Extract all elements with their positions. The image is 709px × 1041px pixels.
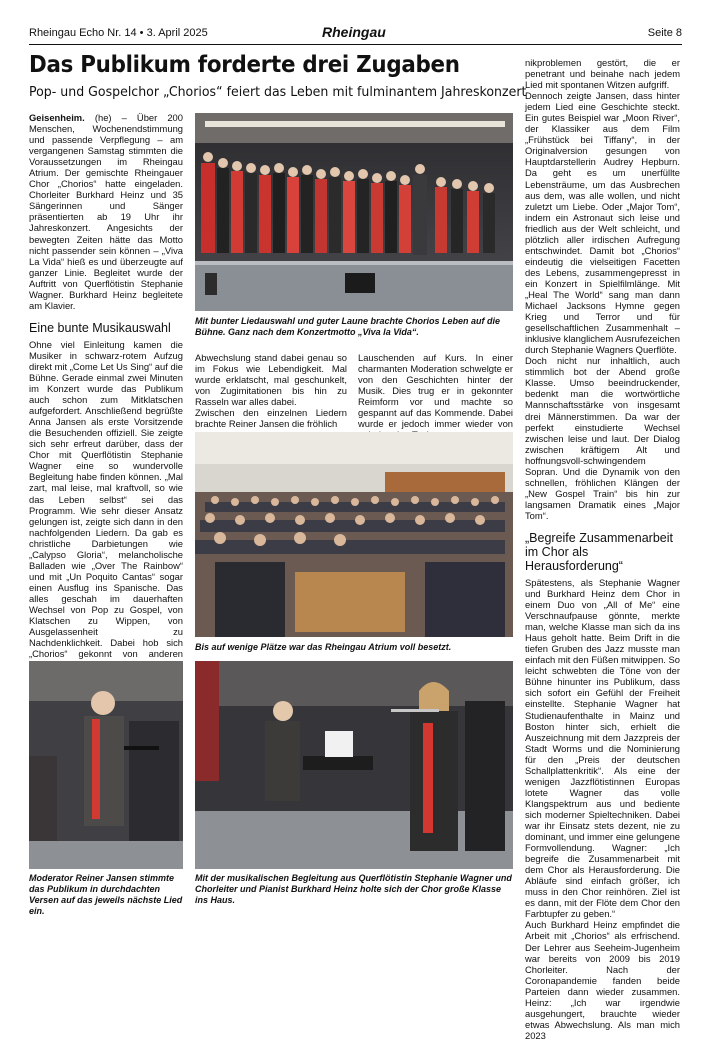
intro-paragraph: (he) – Über 200 Menschen, Wochenendstimmung und passende Verpflegung – am vergangenen Samstag stimmten die Voraussetzungen im Rheingau Atrium. Der gemischte Rheingauer Chor „Chorios“ hatte eingeladen. Chorleiter Burkhard Heinz und 35 Sängerinnen und Sänger präsentierten ab 19 Uhr ihr Jahreskonzert. Angesichts der bewegten Zeiten hätte das Motto nicht passender sein können – „Viva La Vida“ hieß es und überzeugte auf ganzer Linie. Begleitet wurde der Auftritt von Querflötistin Stephanie Wagner. Burkhard Heinz begleitete am Klavier. [29, 112, 183, 311]
photo-audience [195, 432, 513, 637]
text-column-2 [195, 352, 347, 430]
body-paragraph: Lauschenden auf Kurs. In einer charmanten Moderation schwelgte er von den Geschichten hinter der Musik. Dies trug er in gekonnter Reimform vor und machte so gespannt auf das Kommende. Dabei wurde er jedoch immer wieder von [358, 352, 513, 430]
header-rule [29, 44, 682, 45]
photo-moderator [29, 661, 183, 869]
section-heading-zusammenarbeit: „Begreife Zusammenarbeit im Chor als Herausforderung“ [525, 530, 673, 573]
issue-info: Rheingau Echo Nr. 14 • 3. April 2025 [29, 27, 208, 39]
caption-photo-4: Mit der musikalischen Begleitung aus Querflötistin Stephanie Wagner und Chorleiter und Pianist Burkhard Heinz holte sich der Chor große Klasse ins Haus. [195, 873, 512, 905]
body-paragraph: Auch Burkhard Heinz empfindet die Arbeit mit „Chorios“ als erfrischend. Der Lehrer aus Seeheim-Jugenheim war bereits von 2009 bis 2019 Chorleiter. Nach der Coronapandemie fanden beide Parteien dann wieder zusammen. Heinz: „Ich war irgendwie ausgehungert, brauchte wieder etwas Abwechslung. Als man mich 2023 [525, 919, 680, 1041]
body-paragraph: Abwechslung stand dabei genau so im Fokus wie Lebendigkeit. Mal wurde erklatscht, mal geschunkelt, von Zugimitationen bis hin zu Rasseln war alles dabei. [195, 352, 347, 408]
text-column-1 [29, 112, 183, 660]
caption-photo-3: Moderator Reiner Jansen stimmte das Publikum in durchdachten Versen auf das jeweils nächste Lied ein. [29, 873, 183, 916]
body-paragraph: Spätestens, als Stephanie Wagner und Burkhard Heinz dem Chor in einem Duo von „All of Me“ eine Verschnaufpause gönnte, merkte man, welche Klasse man sich da ins Haus geholt hatte. Beim Drift in die tiefen Gruben des Jazz musste man einfach mit den Füßen mitwippen. So leicht schwebten die Töne von der Bühne hinunter ins Publikum, dass sich sofort ein Gefühl der Freiheit einstellte. Stephanie Wagner hat Studienaufenthalte in Mainz und Boston hinter sich, erhielt die Auszeichnung mit dem Jazzpreis der Stadt Worms und die Nominierung für den „Preis der deutschen Schallplattenkritik“. Als eine der wenigen Jazzflötistinnen Europas lotete Wagner das volle Klangspektrum aus und bediente sich moderner Spieltechniken. Dabei war ihr Einsatz stets dezent, nie zu dominant, und immer eine gelungene Formvollendung. Wagner: „Ich begreife die Zusammenarbeit mit dem Chor als Herausforderung. Die Abläufe sind einfach größer, ich muss in den Chor reinhören. Ziel ist es dann, mit der Flöte dem Chor den Farbtupfer zu geben.“ [525, 576, 680, 920]
photo-choir-stage [195, 113, 513, 311]
section-name: Rheingau [322, 24, 386, 40]
body-paragraph: Doch nicht nur inhaltlich, auch stimmlich bot der Abend große Klasse. Umso beeindruckender, bedenkt man die wortwörtliche Mannschaftsstärke von insgesamt drei Männerstimmen. Da war der perfekt einstudierte Wechsel zwischen leise und laut. Der Dialog zwischen kräftigem Alt und hoffnungsvoll-schwingendem Sopran. Und die Dynamik von den schnellen, fröhlichen Klängen der „New Gospel Train“ bis hin zur langsamen Dramatik eines „Major Tom“. [525, 355, 680, 521]
text-column-4 [525, 57, 680, 1041]
page-number: Seite 8 [647, 27, 682, 39]
section-heading-musikauswahl: Eine bunte Musikauswahl [29, 320, 171, 335]
article-headline: Das Publikum forderte drei Zugaben [29, 52, 460, 78]
caption-photo-2: Bis auf wenige Plätze war das Rheingau Atrium voll besetzt. [195, 642, 452, 652]
dateline: Geisenheim. [29, 112, 85, 123]
caption-photo-1: Mit bunter Liedauswahl und guter Laune brachte Chorios Leben auf die Bühne. Ganz nach dem Konzertmotto „Viva la Vida“. [195, 316, 501, 337]
photo-flute-piano [195, 661, 513, 869]
body-paragraph: nikproblemen gestört, die er penetrant und beinahe nach jedem Lied mit spontanen Witzen aufgriff. [525, 57, 680, 91]
body-paragraph: Dennoch zeigte Jansen, dass hinter jedem Lied eine Geschichte steckt. Ein gutes Beispiel war „Moon River“, der Klassiker aus dem Film „Frühstück bei Tiffany“, in der Originalversion gesungen von Hauptdarstellerin Audrey Hepburn. Da geht es um unerfüllte Lebensträume, um das Ausbrechen aus dem, was alle wollen, und nicht zuletzt um Liebe. Oder „Major Tom“, indem ein Astronaut sich leise und friedlich aus der Welt schleicht, und plötzlich aller irdischen Aufregung entschwindet. Damit bot „Chorios“ eindeutig die vielseitigen Facetten des Lebens, zusammengepresst in ein Konzert in Spielfilmlänge. Mit „Heal The World“ sang man dann Michael Jacksons Hymne gegen Krieg und Terror und für gesellschaftlichen Zusammenhalt – inklusive klanglichem Ausrufezeichen durch Stephanie Wagners Querflöte. [525, 90, 680, 356]
text-column-3 [358, 352, 513, 430]
article-subheadline: Pop- und Gospelchor „Chorios“ feiert das Leben mit fulminantem Jahreskonzert [29, 84, 527, 100]
body-paragraph: Ohne viel Einleitung kamen die Musiker in schwarz-rotem Aufzug direkt mit „Come Let Us Sing“ auf die Bühne. Gerade einmal zwei Minuten im Konzert wurde das Publikum auch schon zum Mitklatschen aufgefordert. Anschließend begrüßte Anna Jansen als erste Vorsitzende die Besuchenden offiziell. Sie zeigte sich sehr erfreut darüber, dass der Chor mit Querflötistin Stephanie Wagner eine so wundervolle Begleitung habe finden können. „Mal zart, mal leise, mal kraftvoll, so wie das Leben selbst“ sei das Programm. Wie sehr dieser Ansatz gelungen ist, zeigte sich dann in den nachfolgenden Liedern. Da gab es christliche Darbietungen wie „Calypso Gloria“, melancholische Balladen wie „Over The Rainbow“ und mit „Un Poquito Cantas“ sogar einen Ausflug ins Spanische. Das alles geschah im dauerhaften Wechsel von Pop zu Gospel, von Klatschen zu Wippen, von Ausgelassenheit zu Nachdenklichkeit. Dabei hob sich „Chorios“ gekonnt von anderen [29, 338, 183, 660]
body-paragraph: Zwischen den einzelnen Liedern brachte Reiner Jansen die fröhlich [195, 407, 347, 430]
